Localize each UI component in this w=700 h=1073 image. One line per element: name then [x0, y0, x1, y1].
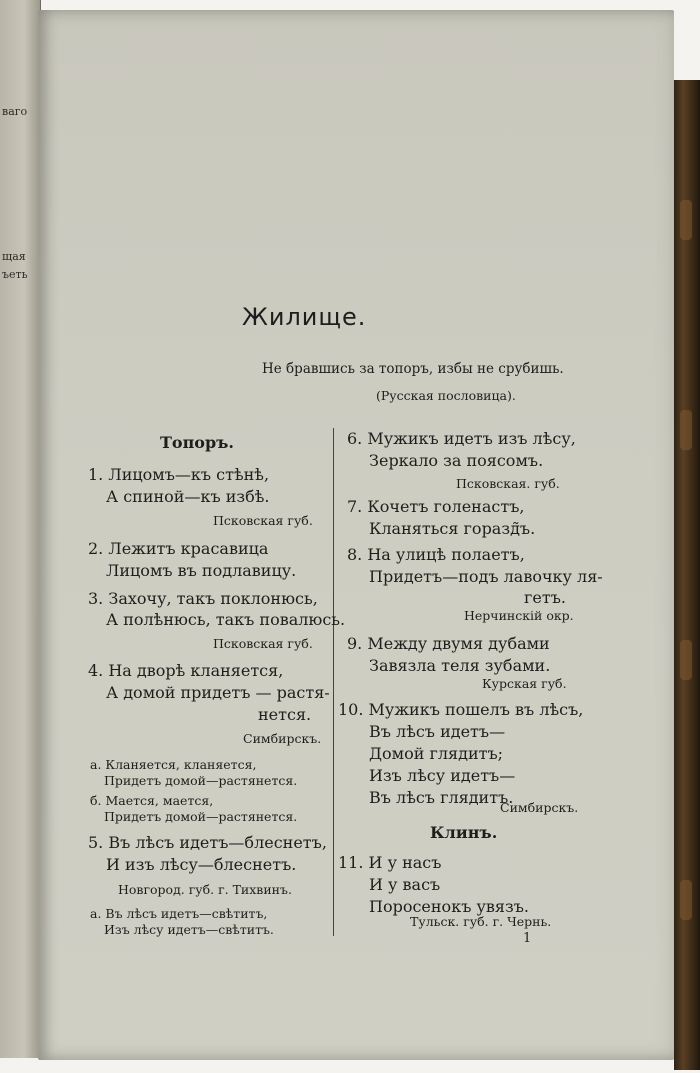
- page-number: 1: [523, 931, 532, 946]
- region-label: Симбирскъ.: [500, 800, 579, 815]
- riddle-line: Придетъ—подъ лавочку ля-: [369, 567, 603, 586]
- riddle-line: 1. Лицомъ—къ стѣнѣ,: [88, 465, 270, 484]
- riddle-line: Въ лѣсъ глядитъ.: [369, 788, 514, 807]
- riddle-line: нется.: [258, 705, 312, 724]
- variant-line: Придетъ домой—растянется.: [104, 773, 298, 788]
- book-page: [38, 10, 674, 1060]
- region-label: Тульск. губ. г. Чернь.: [410, 914, 552, 929]
- riddle-line: гетъ.: [524, 588, 566, 607]
- column-divider: [333, 428, 334, 936]
- riddle-line: 2. Лежитъ красавица: [88, 539, 269, 558]
- riddle-line: А домой придетъ — растя-: [106, 683, 330, 702]
- variant-line: а. Кланяется, кланяется,: [90, 757, 257, 772]
- riddle-line: А спиной—къ избѣ.: [106, 487, 270, 506]
- riddle-line: И изъ лѣсу—блеснетъ.: [106, 855, 297, 874]
- region-label: Новгород. губ. г. Тихвинъ.: [118, 882, 292, 897]
- riddle-line: 5. Въ лѣсъ идетъ—блеснетъ,: [88, 833, 327, 852]
- riddle-line: 4. На дворѣ кланяется,: [88, 661, 284, 680]
- riddle-line: 3. Захочу, такъ поклонюсь,: [88, 589, 318, 608]
- region-label: Псковская. губ.: [456, 476, 560, 491]
- riddle-line: Въ лѣсъ идетъ—: [369, 722, 506, 741]
- riddle-line: Изъ лѣсу идетъ—: [369, 766, 516, 785]
- region-label: Псковская губ.: [213, 513, 313, 528]
- riddle-line: 11. И у насъ: [338, 853, 442, 872]
- facing-page-edge: [0, 0, 41, 1058]
- facing-page-fragment: щая: [2, 250, 26, 263]
- epigraph: Не бравшись за топоръ, избы не срубишь.: [262, 361, 564, 377]
- variant-line: Изъ лѣсу идетъ—свѣтитъ.: [104, 922, 274, 937]
- region-label: Нерчинскій окр.: [464, 608, 574, 623]
- variant-line: а. Въ лѣсъ идетъ—свѣтитъ,: [90, 906, 268, 921]
- riddle-line: 7. Кочетъ голенастъ,: [347, 497, 525, 516]
- page-title: Жилище.: [242, 303, 367, 331]
- region-label: Курская губ.: [482, 676, 567, 691]
- section-heading: Топоръ.: [160, 433, 234, 452]
- riddle-line: Поросенокъ увязъ.: [369, 897, 529, 916]
- facing-page-fragment: ъеть: [2, 268, 28, 281]
- section-heading: Клинъ.: [430, 823, 498, 842]
- riddle-line: Зеркало за поясомъ.: [369, 451, 544, 470]
- book-spine: [674, 80, 700, 1070]
- riddle-line: 8. На улицѣ полаетъ,: [347, 545, 525, 564]
- riddle-line: Завязла теля зубами.: [369, 656, 551, 675]
- region-label: Псковская губ.: [213, 636, 313, 651]
- riddle-line: 6. Мужикъ идетъ изъ лѣсу,: [347, 429, 576, 448]
- riddle-line: 9. Между двумя дубами: [347, 634, 550, 653]
- riddle-line: Домой глядитъ;: [369, 744, 504, 763]
- riddle-line: 10. Мужикъ пошелъ въ лѣсъ,: [338, 700, 584, 719]
- facing-page-fragment: ваго: [2, 105, 28, 118]
- riddle-line: Кланяться горазд̃ъ.: [369, 519, 536, 538]
- riddle-line: А полѣнюсь, такъ повалюсь.: [106, 610, 346, 629]
- variant-line: Придетъ домой—растянется.: [104, 809, 298, 824]
- variant-line: б. Мается, мается,: [90, 793, 214, 808]
- epigraph-source: (Русская пословица).: [376, 388, 516, 403]
- riddle-line: Лицомъ въ подлавицу.: [106, 561, 297, 580]
- region-label: Симбирскъ.: [243, 731, 322, 746]
- riddle-line: И у васъ: [369, 875, 441, 894]
